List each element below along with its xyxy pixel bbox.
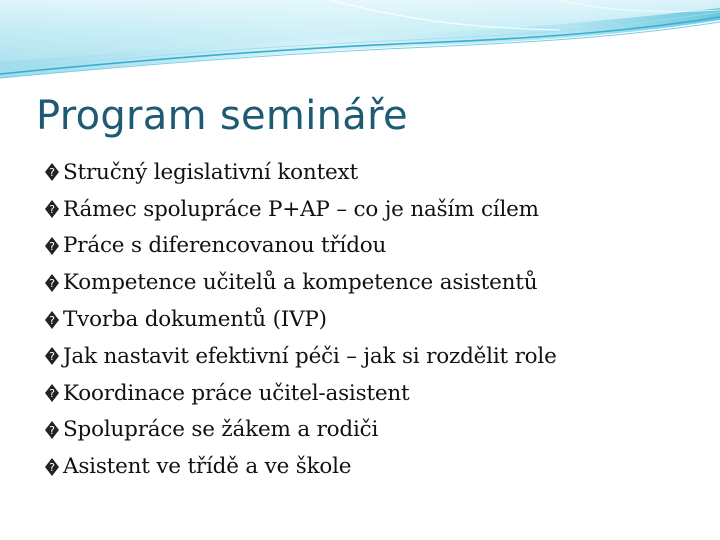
bullet-text: Koordinace práce učitel-asistent — [63, 380, 410, 406]
header-wave-decoration — [0, 0, 720, 90]
svg-text:?: ? — [49, 276, 55, 290]
bullet-text: Jak nastavit efektivní péči – jak si rozdělit role — [63, 343, 557, 369]
bullet-text: Kompetence učitelů a kompetence asistentů — [63, 270, 538, 296]
replacement-character-icon — [44, 346, 60, 366]
bullet-list — [44, 154, 557, 485]
bullet-text: Stručný legislativní kontext — [63, 159, 358, 185]
svg-text:?: ? — [49, 203, 55, 217]
svg-text:?: ? — [49, 166, 55, 180]
bullet-text: Asistent ve třídě a ve škole — [63, 454, 352, 480]
list-item — [44, 228, 557, 265]
svg-text:?: ? — [49, 350, 55, 364]
svg-text:?: ? — [49, 313, 55, 327]
replacement-character-icon — [44, 162, 60, 182]
replacement-character-icon — [44, 383, 60, 403]
replacement-character-icon — [44, 273, 60, 293]
list-item — [44, 448, 557, 485]
page-title: Program semináře — [36, 93, 408, 139]
bullet-text: Práce s diferencovanou třídou — [63, 233, 387, 259]
svg-text:?: ? — [49, 423, 55, 437]
list-item — [44, 191, 557, 228]
list-item — [44, 338, 557, 375]
replacement-character-icon — [44, 457, 60, 477]
bullet-text: Rámec spolupráce P+AP – co je naším cílem — [63, 196, 539, 222]
replacement-character-icon — [44, 199, 60, 219]
svg-text:?: ? — [49, 239, 55, 253]
bullet-text: Spolupráce se žákem a rodiči — [63, 417, 379, 443]
svg-text:?: ? — [49, 387, 55, 401]
svg-text:?: ? — [49, 460, 55, 474]
list-item — [44, 264, 557, 301]
replacement-character-icon — [44, 236, 60, 256]
list-item — [44, 154, 557, 191]
replacement-character-icon — [44, 310, 60, 330]
list-item — [44, 375, 557, 412]
list-item — [44, 412, 557, 449]
list-item — [44, 301, 557, 338]
replacement-character-icon — [44, 420, 60, 440]
bullet-text: Tvorba dokumentů (IVP) — [63, 307, 327, 333]
